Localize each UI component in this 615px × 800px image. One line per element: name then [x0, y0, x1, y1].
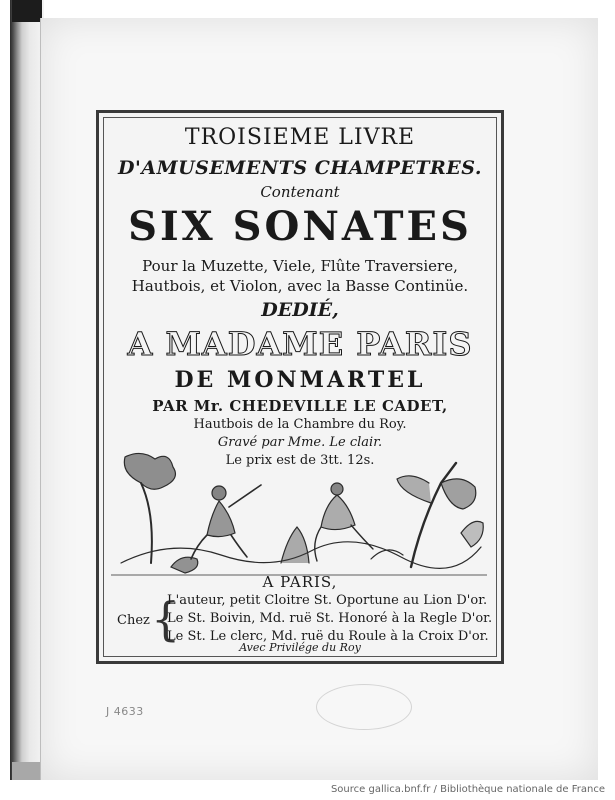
title-line-sonates: SIX SONATES [128, 203, 472, 250]
place-of-publication: A PARIS, [262, 573, 338, 591]
dedicatee-line-1: A MADAME PARIS [127, 325, 473, 363]
title-line-book: TROISIEME LIVRE [184, 125, 416, 150]
title-frame [96, 110, 504, 664]
dedication-label: DEDIÉ, [261, 299, 339, 321]
address-brace: { [151, 592, 181, 646]
instruments-line-1: Pour la Muzette, Viele, Flûte Traversiere, [142, 257, 458, 275]
binding-strip-top [12, 0, 42, 22]
composer-title: Hautbois de la Chambre du Roy. [193, 417, 407, 432]
chez-label: Chez [117, 613, 150, 628]
engraver-credit: Gravé par Mme. Le clair. [217, 435, 383, 450]
dedicatee-line-2: DE MONMARTEL [174, 367, 426, 393]
address-line: Le St. Le clerc, Md. ruë du Roule à la Croix D'or. [167, 629, 489, 644]
title-line-contenant: Contenant [260, 183, 340, 201]
royal-privilege: Avec Privilége du Roy [239, 641, 361, 654]
library-stamp-oval [316, 684, 412, 730]
price-line: Le prix est de 3tt. 12s. [225, 453, 375, 468]
binding-strip-bottom [12, 762, 42, 780]
shelfmark-stamp: J 4633 [106, 705, 144, 718]
instruments-line-2: Hautbois, et Violon, avec la Basse Continüe. [131, 277, 469, 295]
pastoral-engraving-illustration [111, 443, 487, 581]
binding-strip [10, 0, 44, 780]
address-line: L'auteur, petit Cloitre St. Oportune au Lion D'or. [167, 593, 488, 608]
source-credit: Source gallica.bnf.fr / Bibliothèque nationale de France [330, 784, 605, 795]
address-line: Le St. Boivin, Md. ruë St. Honoré à la Regle D'or. [167, 611, 493, 626]
title-line-amusements: D'AMUSEMENTS CHAMPETRES. [118, 157, 482, 179]
composer-line: PAR Mr. CHEDEVILLE LE CADET, [152, 397, 448, 415]
